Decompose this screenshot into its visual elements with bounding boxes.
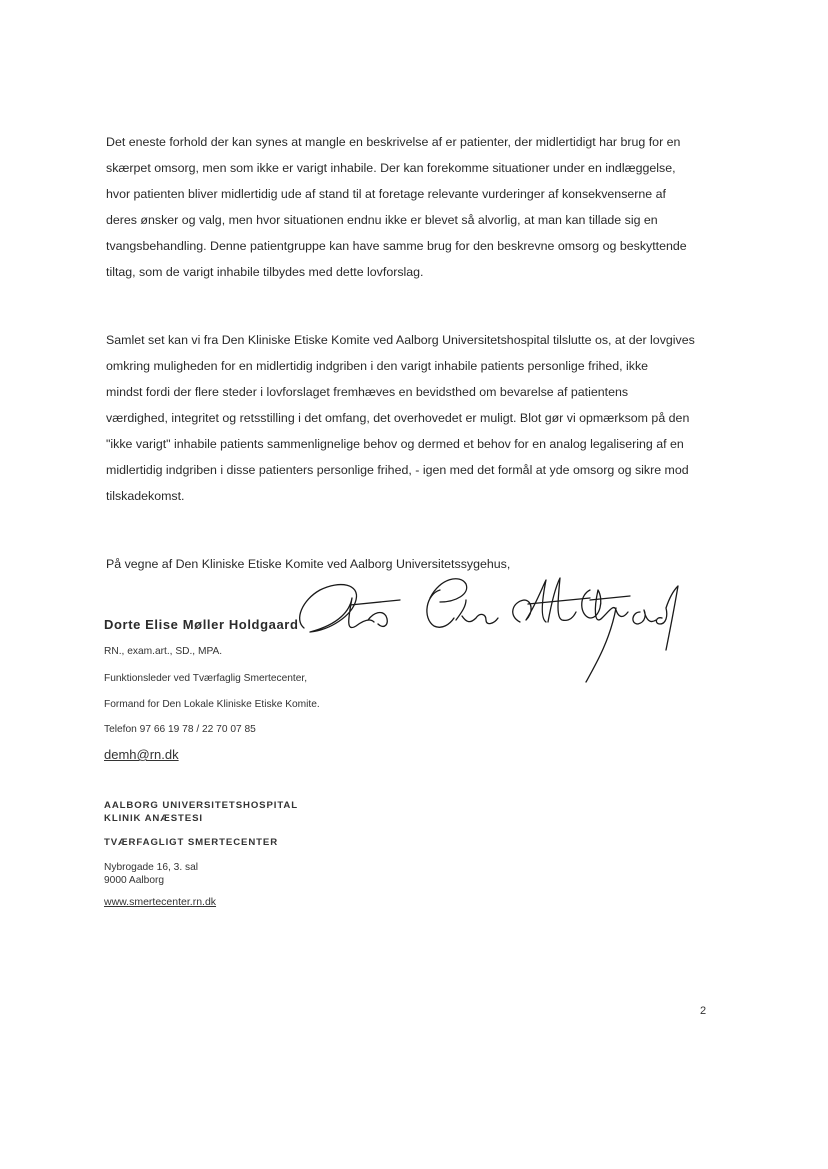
handwritten-signature [290, 560, 690, 690]
text-line: mindst fordi der flere steder i lovforslaget fremhæves en bevidsthed om bevarelse af patientens [106, 385, 629, 399]
text-line: Samlet set kan vi fra Den Kliniske Etiske Komite ved Aalborg Universitetshospital tilslutte os, at der lovgives [106, 333, 695, 347]
text-line: hvor patienten bliver midlertidig ude af stand til at foretage relevante vurderinger af konsekvenserne af [106, 187, 666, 201]
text-line: skærpet omsorg, men som ikke er varigt inhabile. Der kan forekomme situationer under en indlæggelse, [106, 161, 676, 175]
org-name: AALBORG UNIVERSITETSHOSPITAL [104, 800, 298, 811]
signatory-role-2: Formand for Den Lokale Kliniske Etiske Komite. [104, 699, 320, 710]
text-line: "ikke varigt" inhabile patients sammenlignelige behov og dermed et behov for en analog legalisering af en [106, 437, 684, 451]
closing-line: På vegne af Den Kliniske Etiske Komite ved Aalborg Universitetssygehus, [106, 557, 511, 571]
address-city: 9000 Aalborg [104, 875, 165, 886]
text-line: omkring muligheden for en midlertidig indgriben i den varigt inhabile patients personlige frihed, ikke [106, 359, 649, 373]
text-line: tvangsbehandling. Denne patientgruppe kan have samme brug for den beskrevne omsorg og beskyttende [106, 239, 687, 253]
page-number: 2 [700, 1005, 707, 1017]
website-link[interactable]: www.smertecenter.rn.dk [104, 896, 217, 908]
text-line: Det eneste forhold der kan synes at mangle en beskrivelse af er patienter, der midlertidigt har brug for en [106, 135, 681, 149]
email-link[interactable]: demh@rn.dk [104, 747, 179, 762]
text-line: midlertidig indgriben i disse patienters personlige frihed, - igen med det formål at yde omsorg og sikre mod [106, 463, 689, 477]
text-line: deres ønsker og valg, men hvor situationen endnu ikke er blevet så alvorlig, at man kan tillade sig en [106, 213, 658, 227]
address-street: Nybrogade 16, 3. sal [104, 862, 199, 873]
signatory-role-1: Funktionsleder ved Tværfaglig Smertecenter, [104, 673, 308, 684]
signatory-credentials: RN., exam.art., SD., MPA. [104, 646, 223, 657]
text-line: værdighed, integritet og retsstilling i det omfang, det overhovedet er muligt. Blot gør vi opmærksom på den [106, 411, 690, 425]
signatory-phone: Telefon 97 66 19 78 / 22 70 07 85 [104, 724, 256, 735]
text-line: tiltag, som de varigt inhabile tilbydes med dette lovforslag. [106, 265, 424, 279]
org-department: KLINIK ANÆSTESI [104, 813, 203, 824]
text-line: tilskadekomst. [106, 489, 185, 503]
org-unit: TVÆRFAGLIGT SMERTECENTER [104, 837, 279, 848]
signatory-name: Dorte Elise Møller Holdgaard [104, 617, 299, 632]
